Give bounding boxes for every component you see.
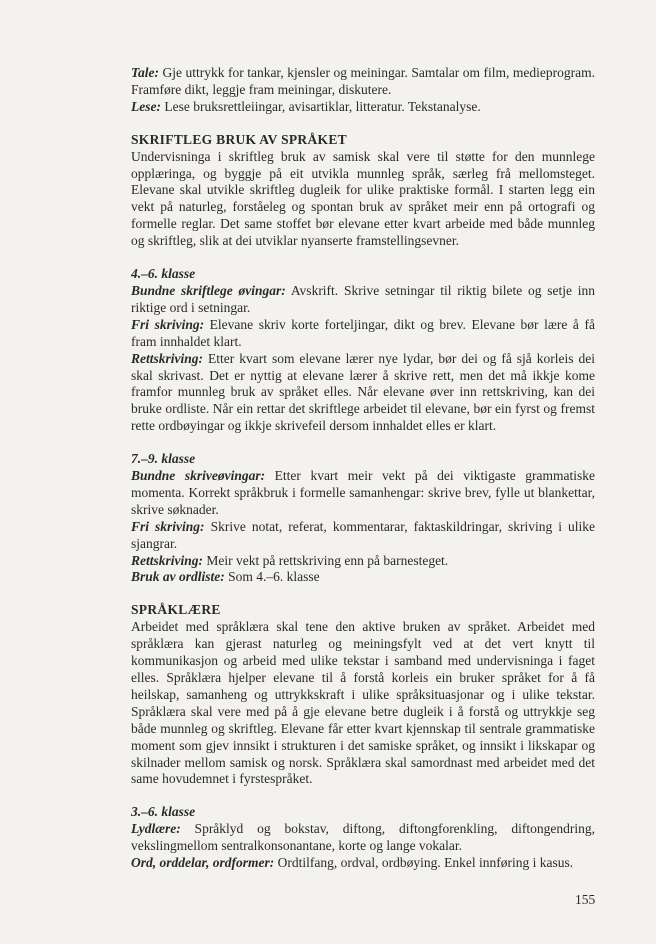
paragraph-spraklaere-intro: Arbeidet med språklæra skal tene den aktive bruken av språket. Arbeidet med språklæra kan gjerast naturleg og meiningsfylt ved at det vert knytt til kommunikasjon og arbeid med ulike tekstar i samband med undervisninga i faget elles. Språklæra hjelper elevane til å forstå korleis ein bruker språket for å få heilskap, samanheng og uttrykkskraft i ulike språksituasjonar og i ulike tekstar. Språklæra skal vere med på å gje elevane betre dugleik i å forstå og uttrykkje seg både munnleg og skriftleg. Elevane får etter kvart kjennskap til sentrale grammatiske moment som gjev innsikt i strukturen i det samiske språket, og innsikt i likskapar og skilnader mellom samisk og norsk. Språklæra skal samordnast med arbeidet med det same hovudemnet i fyrstespråket.: [131, 619, 595, 787]
text-bundne-ovingar: Avskrift. Skrive setningar til riktig bilete og setje inn riktige ord i setningar.: [131, 282, 595, 315]
paragraph-fri-skriving-2: [131, 519, 595, 553]
subheading-4-6-klasse: 4.–6. klasse: [131, 266, 196, 282]
paragraph-rettskriving-1: [131, 351, 595, 436]
paragraph-lydlaere: [131, 821, 595, 855]
label-rettskriving-2: Rettskriving:: [131, 552, 204, 568]
label-rettskriving-1: Rettskriving:: [131, 350, 204, 366]
text-bundne-skriveovingar: Etter kvart meir vekt på dei viktigaste grammatiske momenta. Korrekt språkbruk i formelle samanhengar: skrive brev, fylle ut blankettar, skrive søknader.: [131, 468, 595, 517]
paragraph-ord-orddelar: [131, 855, 595, 872]
label-lese: Lese:: [131, 98, 161, 114]
heading-spraklaere: SPRÅKLÆRE: [131, 602, 221, 618]
subheading-7-9-klasse: 7.–9. klasse: [131, 451, 196, 467]
text-fri-skriving-2: Skrive notat, referat, kommentarar, faktaskildringar, skriving i ulike sjangrar.: [131, 518, 596, 551]
subheading-3-6-klasse: 3.–6. klasse: [131, 804, 196, 820]
heading-skriftleg-bruk: SKRIFTLEG BRUK AV SPRÅKET: [131, 131, 347, 147]
page-content: [131, 65, 595, 872]
label-bundne-ovingar: Bundne skriftlege øvingar:: [131, 282, 286, 298]
text-fri-skriving-1: Elevane skriv korte forteljingar, dikt og brev. Elevane bør lære å få fram innhaldet klart.: [131, 316, 595, 349]
page-number: 155: [575, 892, 596, 907]
text-bruk-av-ordliste: Som 4.–6. klasse: [224, 569, 320, 585]
paragraph-rettskriving-2: [131, 553, 595, 570]
text-tale: Gje uttrykk for tankar, kjensler og meiningar. Samtalar om film, medieprogram. Framføre dikt, leggje fram meiningar, diskutere.: [131, 65, 595, 97]
text-rettskriving-2: Meir vekt på rettskriving enn på barnesteget.: [203, 552, 449, 568]
label-fri-skriving-1: Fri skriving:: [131, 316, 205, 332]
paragraph-fri-skriving-1: [131, 317, 595, 351]
paragraph-bundne-ovingar: [131, 283, 595, 317]
paragraph-bruk-av-ordliste: [131, 569, 595, 586]
label-bruk-av-ordliste: Bruk av ordliste:: [131, 569, 225, 585]
label-fri-skriving-2: Fri skriving:: [131, 518, 205, 534]
label-ord-orddelar: Ord, orddelar, ordformer:: [131, 855, 275, 871]
paragraph-lese: [131, 99, 595, 116]
label-tale: Tale:: [131, 65, 159, 80]
paragraph-bundne-skriveovingar: [131, 468, 595, 519]
paragraph-skriftleg-intro: Undervisninga i skriftleg bruk av samisk skal vere til støtte for den munnlege opplæringa, og byggje på eit utvikla munnleg språk, særleg frå mellomsteget. Elevane skal utvikle skriftleg dugleik for ulike praktiske formål. I starten legg ein vekt på naturleg, forståeleg og spontan bruk av språket meir enn på ortografi og formelle reglar. Det same stoffet bør elevane etter kvart arbeide med både munnleg og skriftleg, slik at dei utviklar nyanserte framstellingsevner.: [131, 148, 595, 249]
text-ord-orddelar: Ordtilfang, ordval, ordbøying. Enkel innføring i kasus.: [274, 855, 574, 871]
text-rettskriving-1: Etter kvart som elevane lærer nye lydar, bør dei og få sjå korleis dei skal skrivast. Det er nyttig at elevane lærer å skrive rett, men det må ikkje kome framfor munnleg bruk av språket elles. Når elevane øver inn rettskriving, kan dei bruke ordliste. Når ein rettar det skriftlege arbeidet til elevane, bør ein fyrst og fremst rette ordbøyingar og ikkje skrivefeil dersom innhaldet elles er klart.: [131, 350, 595, 434]
paragraph-tale: [131, 65, 595, 99]
label-lydlaere: Lydlære:: [131, 821, 181, 837]
text-lese: Lese bruksrettleiingar, avisartiklar, litteratur. Tekstanalyse.: [160, 98, 481, 114]
label-bundne-skriveovingar: Bundne skriveøvingar:: [131, 468, 266, 484]
text-lydlaere: Språklyd og bokstav, diftong, diftongforenkling, diftongendring, vekslingmellom sentralkonsonantane, korte og lange vokalar.: [131, 821, 595, 854]
